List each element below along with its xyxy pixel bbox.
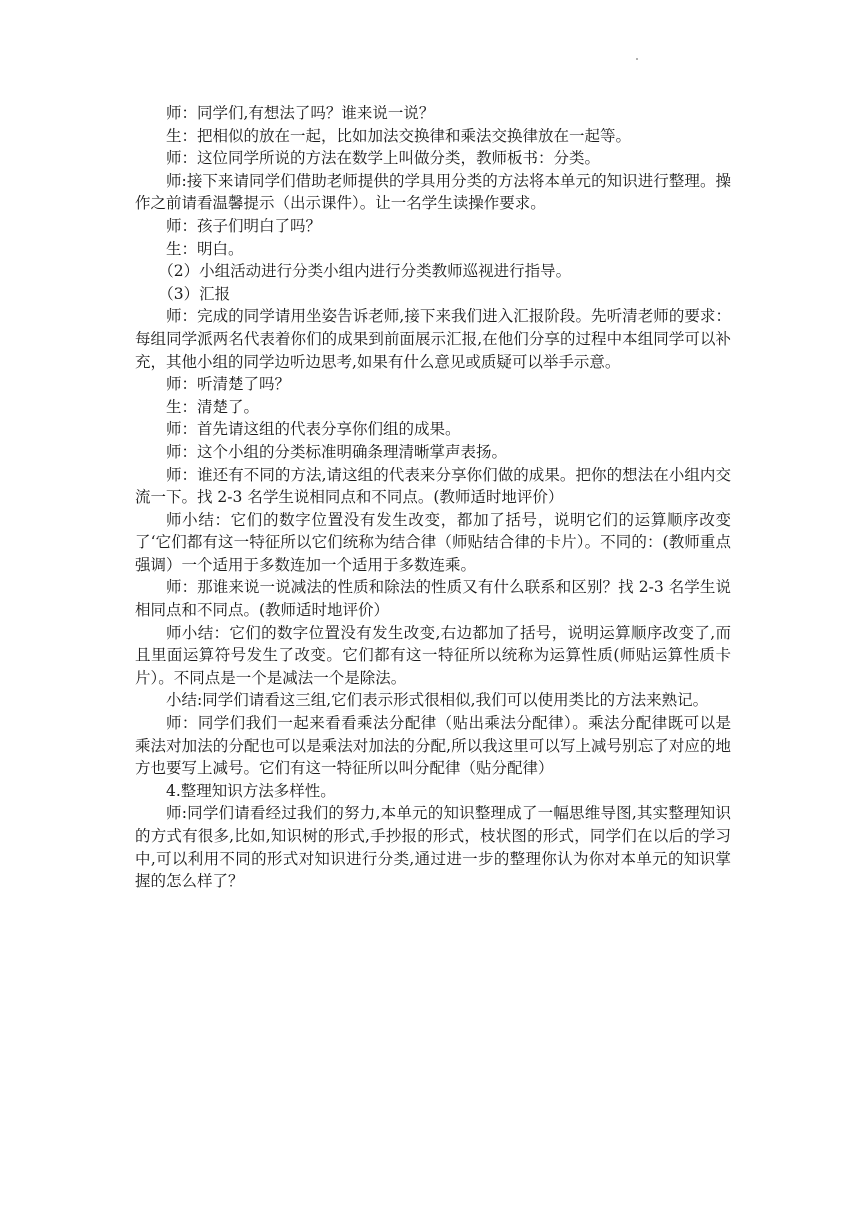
- paragraph: 师：同学们我们一起来看看乘法分配律（贴出乘法分配律）。乘法分配律既可以是乘法对加法的分配也可以是乘法对加法的分配,所以我这里可以写上减号别忘了对应的地方也要写上减号。它们有这一特征所以叫分配律（贴分配律）: [135, 714, 731, 778]
- paragraph: 小结:同学们请看这三组,它们表示形式很相似,我们可以使用类比的方法来熟记。: [166, 691, 709, 710]
- paragraph: 师小结：它们的数字位置没有发生改变，都加了括号，说明它们的运算顺序改变了‘它们都有这一特征所以它们统称为结合律（师贴结合律的卡片）。不同的：(教师重点强调）一个适用于多数连加一个适用于多数连乘。: [135, 510, 731, 574]
- paragraph: 师：完成的同学请用坐姿告诉老师,接下来我们进入汇报阶段。先听清老师的要求：每组同学派两名代表着你们的成果到前面展示汇报,在他们分享的过程中本组同学可以补充，其他小组的同学边听边思考,如果有什么意见或质疑可以举手示意。: [135, 307, 731, 371]
- paragraph: 师小结：它们的数字位置没有发生改变,右边都加了括号，说明运算顺序改变了,而且里面运算符号发生了改变。它们都有这一特征所以统称为运算性质(师贴运算性质卡片）。不同点是一个是减法一个是除法。: [135, 623, 731, 687]
- page-mark-dot: [636, 58, 638, 60]
- paragraph: 师:同学们请看经过我们的努力,本单元的知识整理成了一幅思维导图,其实整理知识的方式有很多,比如,知识树的形式,手抄报的形式，枝状图的形式，同学们在以后的学习中,可以利用不同的形式对知识进行分类,通过进一步的整理你认为你对本单元的知识掌握的怎么样了？: [135, 804, 731, 891]
- paragraph: 师：这个小组的分类标准明确条理清晰掌声表扬。: [166, 442, 508, 461]
- document-body: [135, 102, 731, 893]
- paragraph: 师：那谁来说一说减法的性质和除法的性质又有什么联系和区别？找 2-3 名学生说相同点和不同点。(教师适时地评价）: [135, 578, 731, 620]
- paragraph: 师：首先请这组的代表分享你们组的成果。: [166, 420, 461, 439]
- paragraph: （2）小组活动进行分类小组内进行分类教师巡视进行指导。: [158, 262, 572, 281]
- paragraph: 师：谁还有不同的方法,请这组的代表来分享你们做的成果。把你的想法在小组内交流一下。找 2-3 名学生说相同点和不同点。(教师适时地评价）: [135, 465, 731, 507]
- paragraph: 生：清楚了。: [166, 397, 260, 416]
- paragraph: 师:接下来请同学们借助老师提供的学具用分类的方法将本单元的知识进行整理。操作之前请看温馨提示（出示课件）。让一名学生读操作要求。: [135, 171, 731, 213]
- paragraph: 师：同学们,有想法了吗？谁来说一说？: [166, 104, 435, 122]
- paragraph: （3）汇报: [158, 284, 231, 303]
- paragraph: 师：孩子们明白了吗？: [166, 216, 322, 235]
- paragraph: 4.整理知识方法多样性。: [166, 781, 336, 800]
- paragraph: 生：明白。: [166, 239, 244, 258]
- paragraph: 生：把相似的放在一起，比如加法交换律和乘法交换律放在一起等。: [166, 126, 632, 145]
- paragraph: 师：听清楚了吗？: [166, 375, 291, 394]
- paragraph: 师：这位同学所说的方法在数学上叫做分类，教师板书：分类。: [166, 149, 601, 168]
